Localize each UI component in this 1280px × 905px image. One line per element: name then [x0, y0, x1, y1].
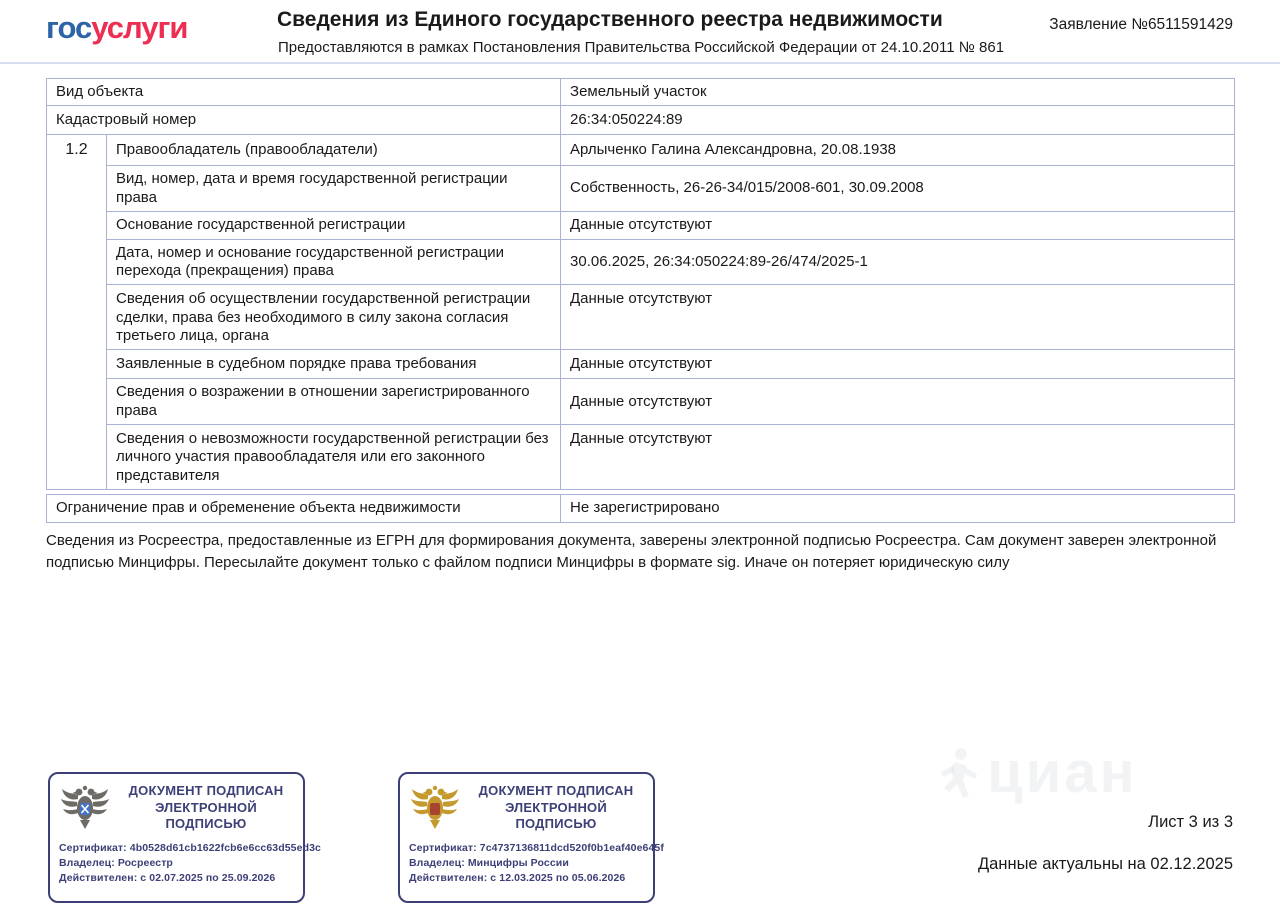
- restriction-table: [46, 494, 1235, 523]
- row-value: Данные отсутствуют: [561, 350, 1235, 379]
- row-label: Сведения о возражении в отношении зарегистрированного права: [107, 379, 561, 425]
- stamp-validity: Действителен: с 02.07.2025 по 25.09.2026: [59, 871, 276, 884]
- stamp-details: [59, 841, 321, 886]
- row-label: Дата, номер и основание государственной регистрации перехода (прекращения) права: [107, 239, 561, 285]
- application-number: Заявление №6511591429: [1049, 16, 1233, 33]
- table-row: [47, 106, 1235, 135]
- stamp-header: [409, 782, 644, 834]
- row-label: Правообладатель (правообладатели): [107, 135, 561, 166]
- row-label: Сведения об осуществлении государственной регистрации сделки, права без необходимого в силу закона согласия третьего лица, органа: [107, 285, 561, 350]
- page-subtitle: Предоставляются в рамках Постановления Правительства Российской Федерации от 24.10.2011 № 861: [278, 39, 1005, 56]
- egrn-tables: [46, 78, 1234, 573]
- signature-stamps: [48, 772, 664, 903]
- gosuslugi-logo-blue-part: гос: [46, 10, 92, 45]
- signature-note: Сведения из Росреестра, предоставленные из ЕГРН для формирования документа, заверены электронной подписью Росреестра. Сам документ заверен электронной подписью Минцифры. Пересылайте документ только с файлом подписи Минцифры в формате sig. Иначе он потеряет юридическую силу: [46, 531, 1217, 571]
- signature-stamp-mincifry: [398, 772, 664, 903]
- stamp-certificate: Сертификат: 4b0528d61cb1622fcb6e6cc63d55ed3c: [59, 842, 321, 854]
- table-row: [47, 379, 1235, 425]
- table-row: [47, 424, 1235, 489]
- row-label: Основание государственной регистрации: [107, 211, 561, 239]
- table-row: [47, 166, 1235, 212]
- sheet-number: Лист 3 из 3: [1148, 813, 1233, 831]
- row-value: Данные отсутствуют: [561, 285, 1235, 350]
- stamp-title: ДОКУМЕНТ ПОДПИСАН ЭЛЕКТРОННОЙ ПОДПИСЬЮ: [478, 782, 634, 832]
- russia-coat-of-arms-eagle-icon: [409, 782, 461, 834]
- stamp-owner: Владелец: Росреестр: [59, 856, 173, 869]
- running-person-icon: [935, 746, 979, 802]
- cian-watermark: [935, 740, 1138, 805]
- document-header: [0, 0, 1280, 64]
- row-label: Заявленные в судебном порядке права требования: [107, 350, 561, 379]
- table-row: [47, 135, 1235, 166]
- stamp-owner: Владелец: Минцифры России: [409, 856, 569, 869]
- row-value: Собственность, 26-26-34/015/2008-601, 30.09.2008: [561, 166, 1235, 212]
- table-row: [47, 79, 1235, 106]
- row-label: Вид объекта: [47, 79, 561, 106]
- stamp-title: ДОКУМЕНТ ПОДПИСАН ЭЛЕКТРОННОЙ ПОДПИСЬЮ: [128, 782, 284, 832]
- row-value: Данные отсутствуют: [561, 211, 1235, 239]
- row-label: Сведения о невозможности государственной регистрации без личного участия правообладателя или его законного представителя: [107, 424, 561, 489]
- table-row: [47, 494, 1235, 522]
- table-row: [47, 285, 1235, 350]
- gosuslugi-logo: [46, 10, 187, 46]
- row-value: Арлыченко Галина Александровна, 20.08.1938: [561, 135, 1235, 166]
- page-title: Сведения из Единого государственного реестра недвижимости: [277, 8, 943, 31]
- section-number: 1.2: [47, 135, 107, 490]
- stamp-certificate: Сертификат: 7c4737136811dcd520f0b1eaf40e645f: [409, 842, 664, 854]
- row-value: 26:34:050224:89: [561, 106, 1235, 135]
- table-row: [47, 239, 1235, 285]
- data-actuality-date: Данные актуальны на 02.12.2025: [978, 855, 1233, 873]
- row-label: Кадастровый номер: [47, 106, 561, 135]
- stamp-validity: Действителен: с 12.03.2025 по 05.06.2026: [409, 871, 626, 884]
- table-row: [47, 350, 1235, 379]
- row-value: Данные отсутствуют: [561, 379, 1235, 425]
- stamp-details: [409, 841, 664, 886]
- row-label: Вид, номер, дата и время государственной регистрации права: [107, 166, 561, 212]
- row-value: Не зарегистрировано: [561, 494, 1235, 522]
- rosreestr-eagle-icon: [59, 782, 111, 834]
- signature-stamp-rosreestr: [48, 772, 321, 903]
- table-row: [47, 211, 1235, 239]
- watermark-label: циан: [987, 740, 1138, 805]
- row-value: 30.06.2025, 26:34:050224:89-26/474/2025-1: [561, 239, 1235, 285]
- egrn-main-table: [46, 78, 1235, 490]
- stamp-header: [59, 782, 294, 834]
- row-value: Данные отсутствуют: [561, 424, 1235, 489]
- row-label: Ограничение прав и обременение объекта недвижимости: [47, 494, 561, 522]
- row-value: Земельный участок: [561, 79, 1235, 106]
- gosuslugi-logo-red-part: услуги: [91, 10, 188, 45]
